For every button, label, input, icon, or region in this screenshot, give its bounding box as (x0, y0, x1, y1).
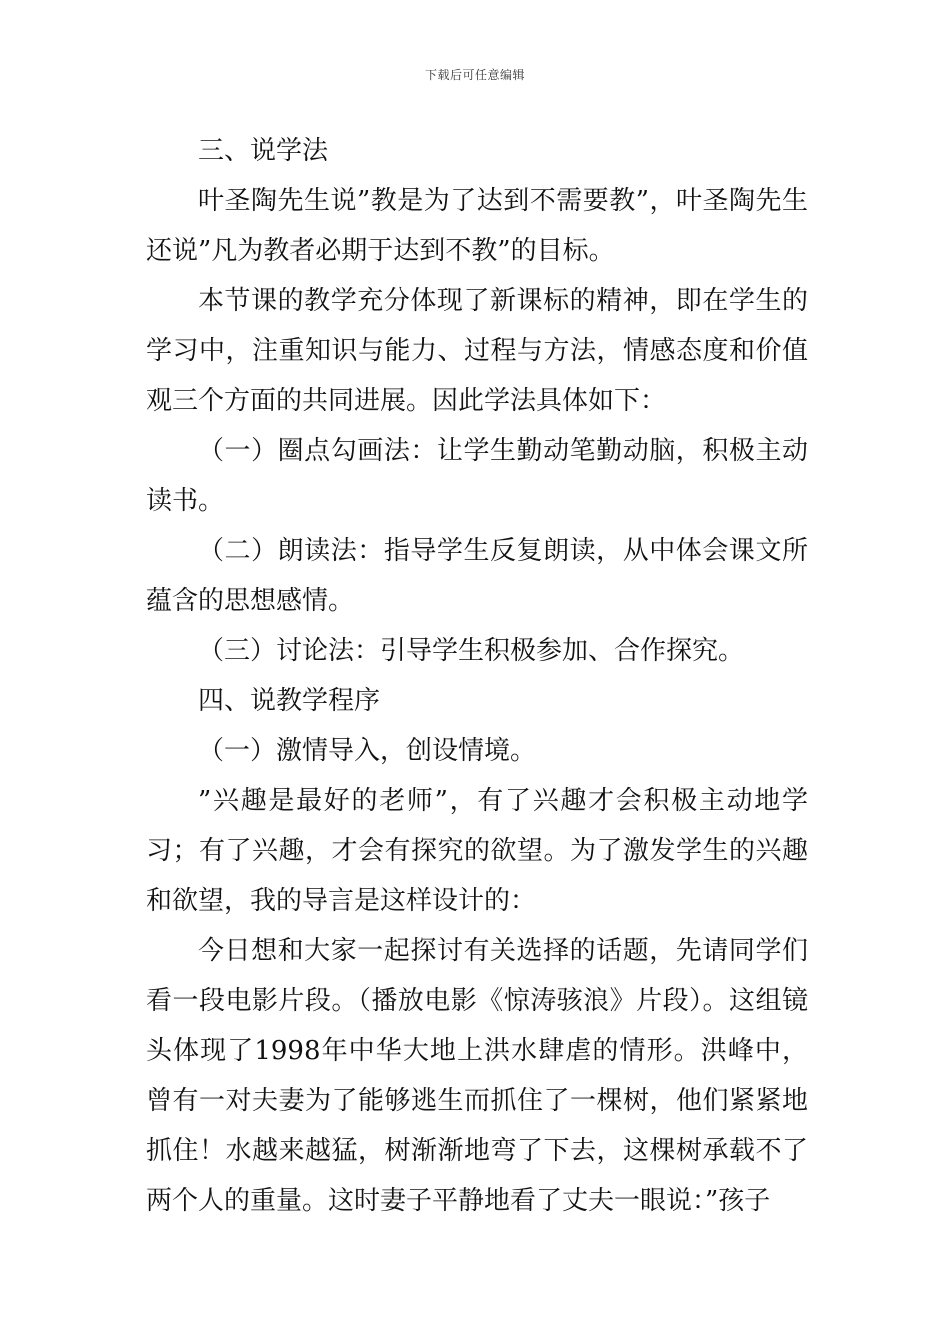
paragraph-interest: ”兴趣是最好的老师”，有了兴趣才会积极主动地学习；有了兴趣，才会有探究的欲望。为了激发学生的兴趣和欲望，我的导言是这样设计的： (146, 786, 808, 916)
paragraph-curriculum: 本节课的教学充分体现了新课标的精神，即在学生的学习中，注重知识与能力、过程与方法，情感态度和价值观三个方面的共同进展。因此学法具体如下： (146, 286, 808, 416)
section-heading-study-methods: 三、说学法 (198, 136, 329, 166)
page-header: 下载后可任意编辑 (424, 68, 525, 82)
paragraph-method-1: （一）圈点勾画法：让学生勤动笔勤动脑，积极主动读书。 (146, 436, 808, 516)
document-body (146, 126, 808, 1226)
section-heading-teaching-procedure: 四、说教学程序 (198, 686, 381, 716)
paragraph-method-3: （三）讨论法：引导学生积极参加、合作探究。 (198, 636, 745, 666)
subheading-introduction: （一）激情导入，创设情境。 (198, 736, 537, 766)
paragraph-story: 今日想和大家一起探讨有关选择的话题，先请同学们看一段电影片段。（播放电影《惊涛骇浪》片段）。这组镜头体现了1998年中华大地上洪水肆虐的情形。洪峰中，曾有一对夫妻为了能够逃生而抓住了一棵树，他们紧紧地抓住！水越来越猛，树渐渐地弯了下去，这棵树承载不了两个人的重量。这时妻子平静地看了丈夫一眼说：”孩子 (146, 936, 808, 1216)
paragraph-quote: 叶圣陶先生说”教是为了达到不需要教”，叶圣陶先生还说”凡为教者必期于达到不教”的目标。 (146, 186, 808, 266)
paragraph-method-2: （二）朗读法：指导学生反复朗读，从中体会课文所蕴含的思想感情。 (146, 536, 808, 616)
